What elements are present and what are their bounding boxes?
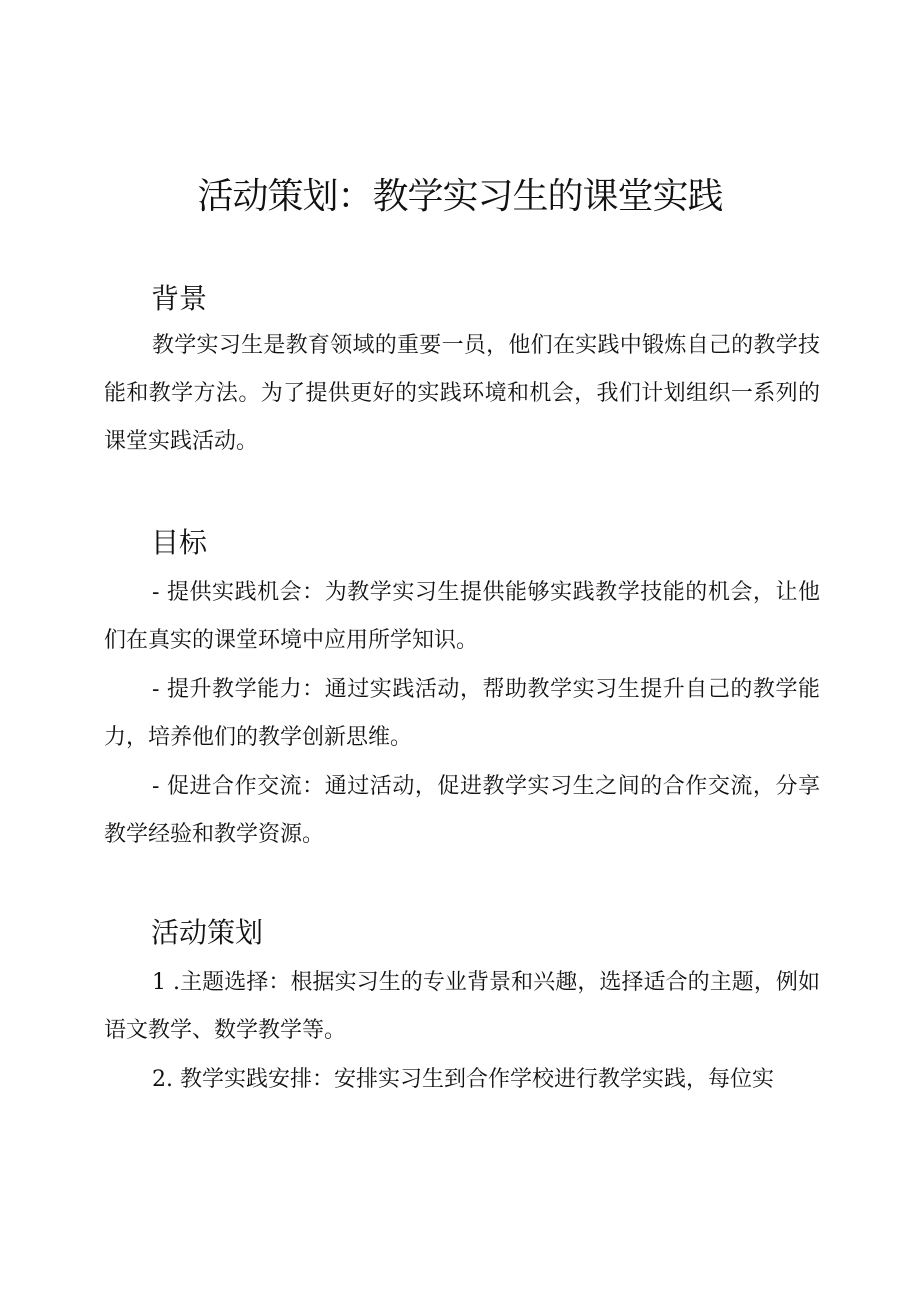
goal-item-cooperation: - 促进合作交流：通过活动，促进教学实习生之间的合作交流，分享教学经验和教学资源。	[104, 774, 820, 847]
goal-item-ability: - 提升教学能力：通过实践活动，帮助教学实习生提升自己的教学能力，培养他们的教学创新思维。	[104, 677, 820, 750]
goal-item-practice: - 提供实践机会：为教学实习生提供能够实践教学技能的机会，让他们在真实的课堂环境中应用所学知识。	[104, 580, 820, 653]
section-heading-background: 背景	[151, 282, 208, 315]
section-heading-plan: 活动策划	[151, 916, 264, 949]
section-heading-goals: 目标	[151, 526, 208, 559]
document-title: 活动策划：教学实习生的课堂实践	[197, 176, 723, 217]
background-paragraph: 教学实习生是教育领域的重要一员，他们在实践中锻炼自己的教学技能和教学方法。为了提供更好的实践环境和机会，我们计划组织一系列的课堂实践活动。	[104, 333, 820, 454]
plan-item-topic: 1 .主题选择：根据实习生的专业背景和兴趣，选择适合的主题，例如语文教学、数学教学等。	[104, 970, 820, 1043]
plan-item-arrangement: 2. 教学实践安排：安排实习生到合作学校进行教学实践，每位实	[152, 1067, 774, 1092]
